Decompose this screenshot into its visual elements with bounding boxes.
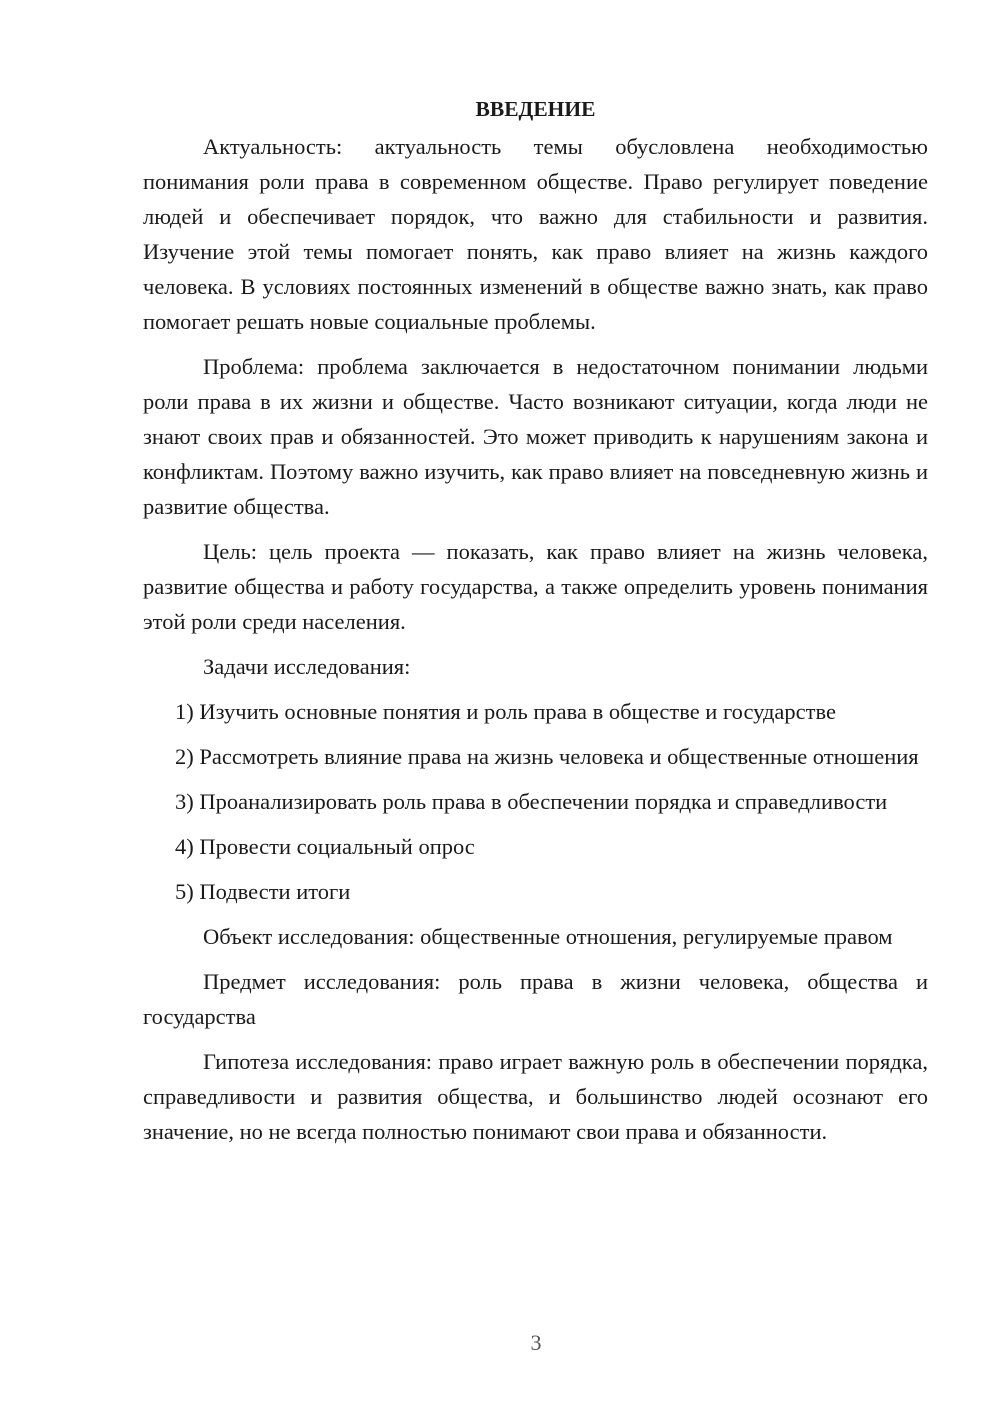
task-item-3: 3) Проанализировать роль права в обеспечении порядка и справедливости bbox=[175, 789, 888, 814]
task-item-2: 2) Рассмотреть влияние права на жизнь человека и общественные отношения bbox=[175, 744, 919, 769]
paragraph-object: Объект исследования: общественные отношения, регулируемые правом bbox=[203, 924, 893, 949]
paragraph-problem: Проблема: проблема заключается в недостаточном понимании людьми роли права в их жизни и обществе. Часто возникают ситуации, когда люди не знают своих прав и обязанностей. Это может приводить к нарушениям закона и конфликтам. Поэтому важно изучить, как право влияет на повседневную жизнь и развитие общества. bbox=[143, 354, 928, 519]
paragraph-relevance: Актуальность: актуальность темы обусловлена необходимостью понимания роли права в современном обществе. Право регулирует поведение людей и обеспечивает порядок, что важно для стабильности и развития. Изучение этой темы помогает понять, как право влияет на жизнь каждого человека. В условиях постоянных изменений в обществе важно знать, как право помогает решать новые социальные проблемы. bbox=[143, 134, 928, 334]
section-title: ВВЕДЕНИЕ bbox=[475, 97, 596, 121]
task-item-5: 5) Подвести итоги bbox=[175, 879, 351, 904]
paragraph-hypothesis: Гипотеза исследования: право играет важную роль в обеспечении порядка, справедливости и развития общества, и большинство людей осознают его значение, но не всегда полностью понимают свои права и обязанности. bbox=[143, 1049, 928, 1144]
task-item-4: 4) Провести социальный опрос bbox=[175, 834, 475, 859]
paragraph-tasks-heading: Задачи исследования: bbox=[203, 654, 411, 679]
task-item-1: 1) Изучить основные понятия и роль права в обществе и государстве bbox=[175, 699, 836, 724]
document-page bbox=[143, 92, 928, 1159]
page-number: 3 bbox=[530, 1330, 542, 1355]
paragraph-subject: Предмет исследования: роль права в жизни человека, общества и государства bbox=[143, 969, 928, 1029]
paragraph-goal: Цель: цель проекта — показать, как право влияет на жизнь человека, развитие общества и работу государства, а также определить уровень понимания этой роли среди населения. bbox=[143, 539, 928, 634]
